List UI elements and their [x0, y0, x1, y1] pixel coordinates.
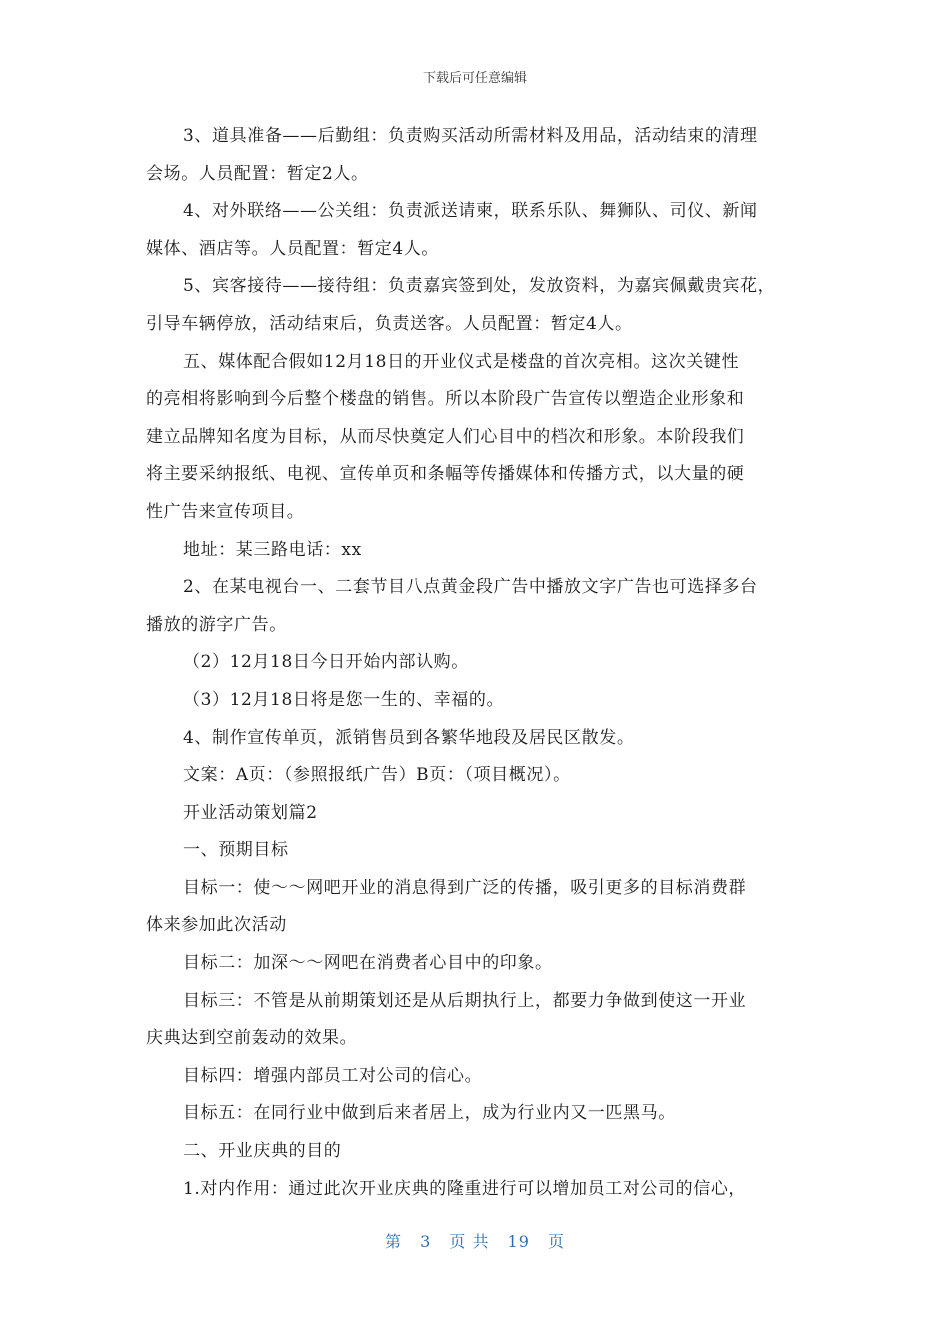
text-line: （3）12月18日将是您一生的、幸福的。 — [183, 689, 505, 710]
footer-label-of: 页 共 — [449, 1232, 490, 1251]
text-line: 3、道具准备——后勤组：负责购买活动所需材料及用品，活动结束的清理 — [183, 126, 758, 146]
text-line: 引导车辆停放，活动结束后，负责送客。人员配置：暂定4人。 — [146, 313, 633, 334]
text-line: 目标二：加深～～网吧在消费者心目中的印象。 — [183, 953, 553, 974]
text-line: 体来参加此次活动 — [146, 915, 287, 936]
text-line: 地址：某三路电话：xx — [183, 539, 362, 560]
text-line: 目标四：增强内部员工对公司的信心。 — [183, 1065, 483, 1086]
text-line: 将主要采纳报纸、电视、宣传单页和条幅等传播媒体和传播方式，以大量的硬 — [146, 464, 745, 485]
document-body — [146, 118, 822, 1208]
text-line: 1.对内作用：通过此次开业庆典的隆重进行可以增加员工对公司的信心， — [183, 1178, 747, 1199]
text-line: 目标一：使～～网吧开业的消息得到广泛的传播，吸引更多的目标消费群 — [183, 877, 747, 898]
text-line: 庆典达到空前轰动的效果。 — [146, 1028, 358, 1049]
text-line: 开业活动策划篇2 — [183, 802, 318, 823]
text-line: 文案：A页：（参照报纸广告）B页：（项目概况）。 — [183, 765, 571, 786]
page-footer — [0, 1229, 950, 1252]
text-line: 性广告来宣传项目。 — [146, 501, 305, 522]
text-line: 目标五：在同行业中做到后来者居上，成为行业内又一匹黑马。 — [183, 1103, 676, 1124]
text-line: 播放的游字广告。 — [146, 614, 287, 635]
text-line: 5、宾客接待——接待组：负责嘉宾签到处，发放资料，为嘉宾佩戴贵宾花， — [183, 276, 776, 297]
text-line: 建立品牌知名度为目标，从而尽快奠定人们心目中的档次和形象。本阶段我们 — [146, 426, 745, 447]
footer-label-end: 页 — [548, 1232, 566, 1251]
footer-current-page: 3 — [420, 1232, 432, 1251]
text-line: 2、在某电视台一、二套节目八点黄金段广告中播放文字广告也可选择多台 — [183, 577, 758, 598]
footer-total-pages: 19 — [507, 1232, 530, 1251]
text-line: 4、制作宣传单页，派销售员到各繁华地段及居民区散发。 — [183, 727, 635, 748]
page-header: 下载后可任意编辑 — [422, 71, 527, 86]
text-line: 会场。人员配置：暂定2人。 — [146, 163, 369, 184]
text-line: 二、开业庆典的目的 — [183, 1141, 342, 1162]
footer-label-page: 第 — [384, 1232, 402, 1251]
text-line: 媒体、酒店等。人员配置：暂定4人。 — [146, 238, 440, 259]
text-line: 五、媒体配合假如12月18日的开业仪式是楼盘的首次亮相。这次关键性 — [183, 351, 740, 372]
text-line: 目标三：不管是从前期策划还是从后期执行上，都要力争做到使这一开业 — [183, 990, 747, 1011]
text-line: 一、预期目标 — [183, 840, 289, 861]
text-line: 的亮相将影响到今后整个楼盘的销售。所以本阶段广告宣传以塑造企业形象和 — [146, 389, 745, 410]
text-line: 4、对外联络——公关组：负责派送请柬，联系乐队、舞狮队、司仪、新闻 — [183, 201, 758, 222]
text-line: （2）12月18日今日开始内部认购。 — [183, 652, 469, 673]
